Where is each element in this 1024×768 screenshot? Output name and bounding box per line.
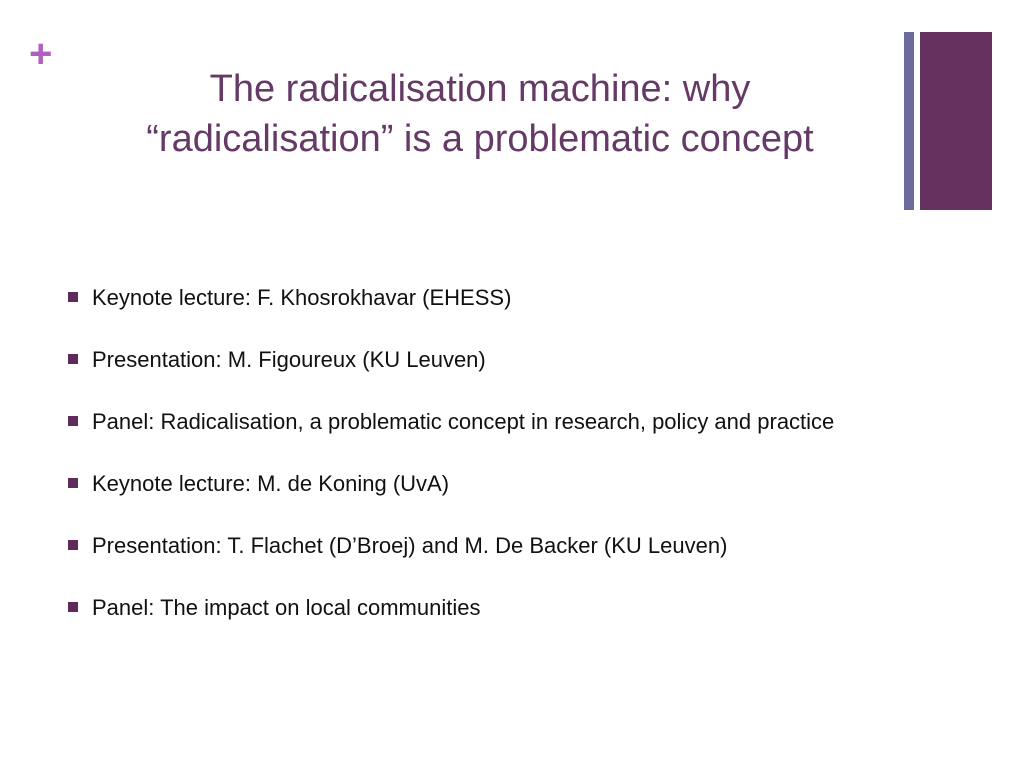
- bullet-text: Panel: The impact on local communities: [92, 595, 481, 620]
- bullet-item: [68, 281, 908, 314]
- slide-title-line-2: “radicalisation” is a problematic concept: [146, 118, 814, 160]
- square-bullet-icon: [68, 602, 78, 612]
- bullet-text: Presentation: M. Figoureux (KU Leuven): [92, 347, 486, 372]
- bullet-item: [68, 343, 908, 376]
- slide-title: [90, 64, 870, 164]
- square-bullet-icon: [68, 540, 78, 550]
- bullet-text: Keynote lecture: M. de Koning (UvA): [92, 471, 450, 496]
- bullet-item: [68, 591, 908, 624]
- decorative-thick-bar: [920, 32, 992, 210]
- bullet-list: [68, 281, 908, 653]
- square-bullet-icon: [68, 292, 78, 302]
- bullet-text: Presentation: T. Flachet (D’Broej) and M. De Backer (KU Leuven): [92, 533, 728, 558]
- slide-title-line-1: The radicalisation machine: why: [209, 68, 751, 110]
- decorative-thin-bar: [904, 32, 914, 210]
- bullet-item: [68, 467, 908, 500]
- square-bullet-icon: [68, 478, 78, 488]
- bullet-item: [68, 529, 908, 562]
- square-bullet-icon: [68, 354, 78, 364]
- bullet-text: Panel: Radicalisation, a problematic concept in research, policy and practice: [92, 409, 835, 434]
- bullet-item: [68, 405, 908, 438]
- plus-icon: +: [29, 32, 53, 76]
- bullet-text: Keynote lecture: F. Khosrokhavar (EHESS): [92, 285, 512, 310]
- square-bullet-icon: [68, 416, 78, 426]
